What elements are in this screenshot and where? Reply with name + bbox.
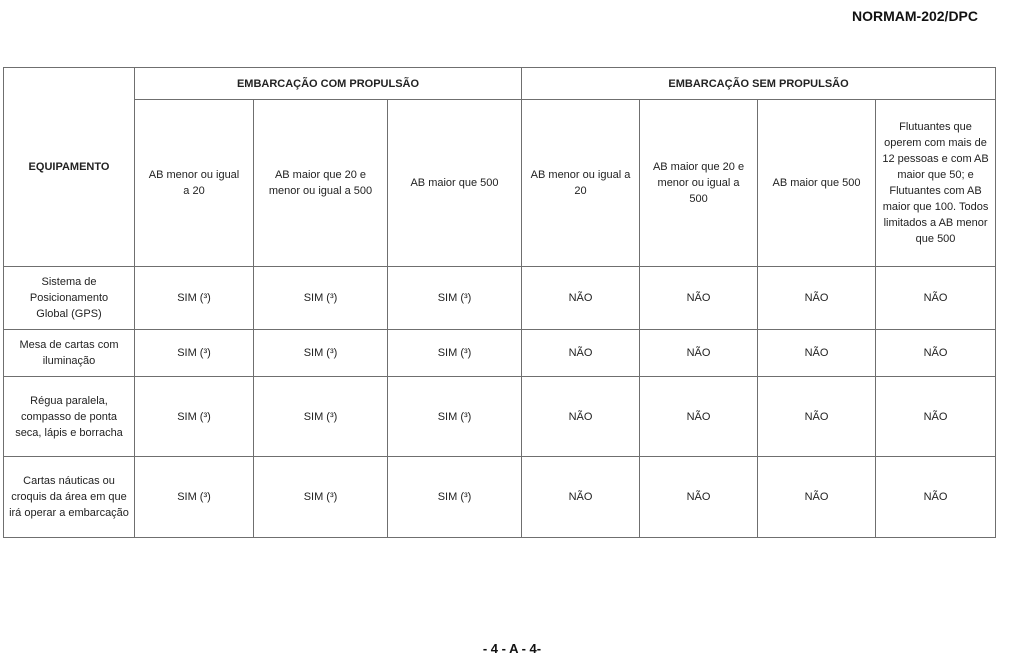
table-cell: NÃO xyxy=(758,377,876,457)
table-cell: SIM (³) xyxy=(254,377,388,457)
table-row xyxy=(4,330,996,377)
table-cell: SIM (³) xyxy=(388,330,522,377)
table-cell: SIM (³) xyxy=(135,267,254,330)
column-header: AB maior que 500 xyxy=(758,100,876,267)
document-code: NORMAM-202/DPC xyxy=(851,8,978,24)
column-header: AB maior que 20 e menor ou igual a 500 xyxy=(254,100,388,267)
column-header: AB menor ou igual a 20 xyxy=(522,100,640,267)
table-cell: NÃO xyxy=(758,267,876,330)
equipment-name: Régua paralela, compasso de ponta seca, lápis e borracha xyxy=(4,377,135,457)
table-cell: SIM (³) xyxy=(135,457,254,538)
table-row xyxy=(4,457,996,538)
table-cell: NÃO xyxy=(640,457,758,538)
column-header: AB maior que 500 xyxy=(388,100,522,267)
group-header-without-propulsion: EMBARCAÇÃO SEM PROPULSÃO xyxy=(522,68,996,100)
equipment-name: Cartas náuticas ou croquis da área em que irá operar a embarcação xyxy=(4,457,135,538)
table-cell: NÃO xyxy=(758,330,876,377)
column-header: Flutuantes que operem com mais de 12 pessoas e com AB maior que 50; e Flutuantes com AB maior que 100. Todos limitados a AB menor que 500 xyxy=(876,100,996,267)
column-header: AB maior que 20 e menor ou igual a 500 xyxy=(640,100,758,267)
equipment-header: EQUIPAMENTO xyxy=(4,68,135,267)
table-cell: NÃO xyxy=(522,330,640,377)
group-header-row xyxy=(4,68,996,100)
column-header: AB menor ou igual a 20 xyxy=(135,100,254,267)
table-cell: NÃO xyxy=(640,330,758,377)
table-cell: SIM (³) xyxy=(254,330,388,377)
table-cell: NÃO xyxy=(876,377,996,457)
page-number: - 4 - A - 4- xyxy=(482,641,542,656)
equipment-table xyxy=(3,67,996,538)
table-cell: SIM (³) xyxy=(388,377,522,457)
table-cell: SIM (³) xyxy=(388,267,522,330)
table-cell: NÃO xyxy=(522,377,640,457)
group-header-with-propulsion: EMBARCAÇÃO COM PROPULSÃO xyxy=(135,68,522,100)
equipment-name: Sistema de Posicionamento Global (GPS) xyxy=(4,267,135,330)
table-cell: SIM (³) xyxy=(254,267,388,330)
equipment-name: Mesa de cartas com iluminação xyxy=(4,330,135,377)
table-cell: NÃO xyxy=(522,457,640,538)
column-header-row xyxy=(4,100,996,267)
table-cell: SIM (³) xyxy=(254,457,388,538)
table-cell: NÃO xyxy=(876,330,996,377)
table-cell: NÃO xyxy=(640,377,758,457)
table-cell: SIM (³) xyxy=(388,457,522,538)
table-row xyxy=(4,267,996,330)
table-cell: NÃO xyxy=(876,457,996,538)
table-cell: NÃO xyxy=(640,267,758,330)
table-cell: SIM (³) xyxy=(135,330,254,377)
table-cell: NÃO xyxy=(876,267,996,330)
table-cell: NÃO xyxy=(758,457,876,538)
table-cell: NÃO xyxy=(522,267,640,330)
table-cell: SIM (³) xyxy=(135,377,254,457)
table-row xyxy=(4,377,996,457)
